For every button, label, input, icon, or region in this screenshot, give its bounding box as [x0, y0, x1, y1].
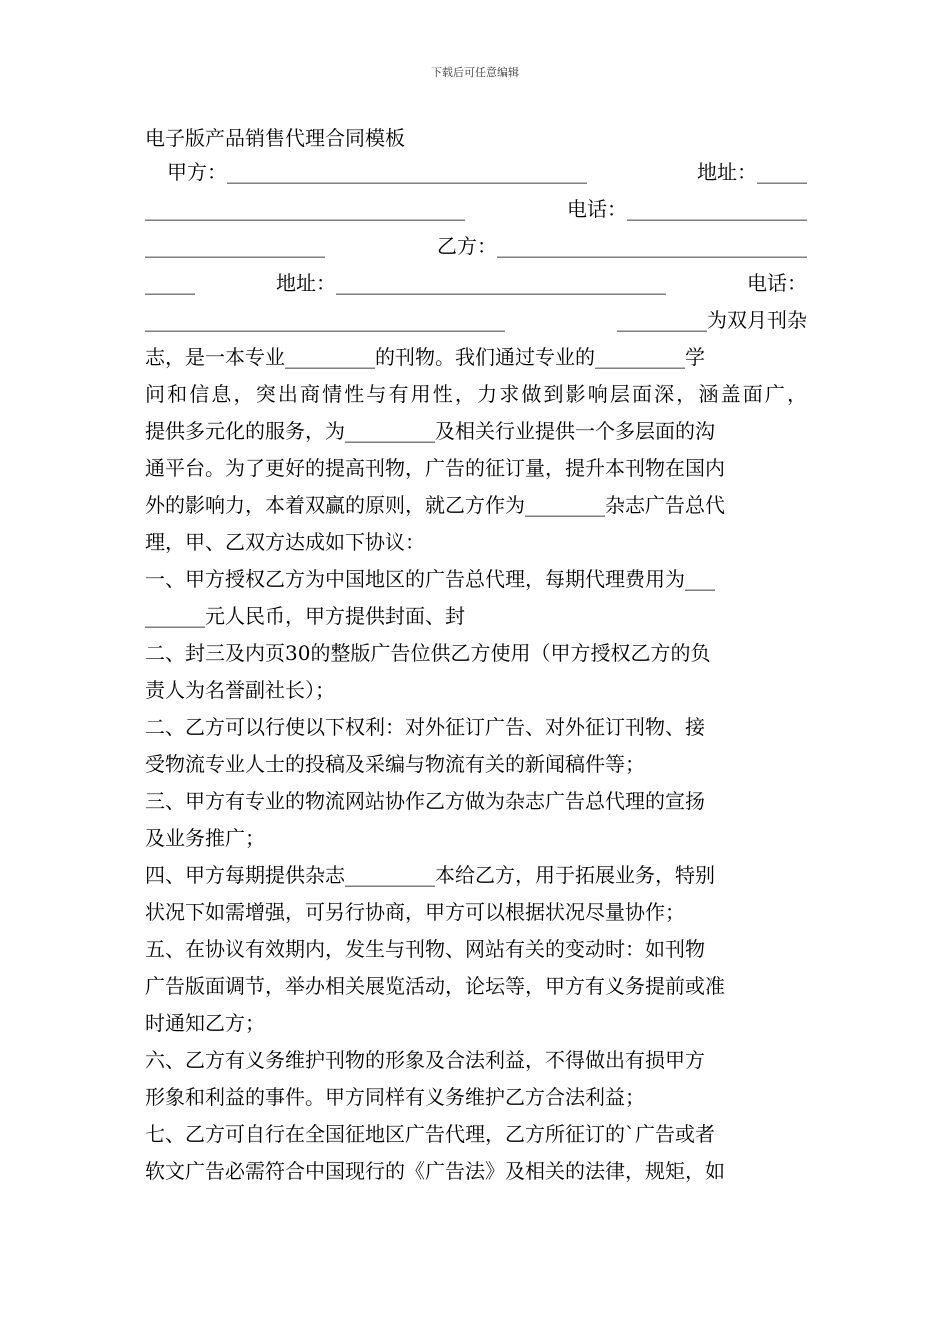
- text-segment: _________为双月刊杂: [617, 308, 807, 332]
- text-line: [145, 265, 807, 302]
- document-title: 电子版产品销售代理合同模板: [145, 126, 405, 150]
- text-segment: 问和信息，突出商情性与有用性，力求做到影响层面深，涵盖面广，: [145, 382, 810, 406]
- text-line: [145, 820, 807, 857]
- text-segment: 电话：__________________: [567, 197, 807, 221]
- text-segment: 形象和利益的事件。甲方同样有义务维护乙方合法利益；: [145, 1085, 645, 1109]
- text-segment: 受物流专业人士的投稿及采编与物流有关的新闻稿件等；: [145, 752, 645, 776]
- text-line: [145, 228, 807, 265]
- text-line: [145, 1005, 807, 1042]
- text-segment: 理，甲、乙双方达成如下协议：: [145, 530, 425, 554]
- text-segment: 通平台。为了更好的提高刊物，广告的征订量，提升本刊物在国内: [145, 456, 725, 480]
- document-body: [145, 154, 810, 1190]
- text-segment: 志，是一本专业_________的刊物。我们通过专业的_________学: [145, 345, 705, 369]
- text-line: [145, 413, 807, 450]
- text-line: [145, 524, 807, 561]
- text-line: [145, 561, 807, 598]
- text-segment: __________________: [145, 234, 325, 258]
- text-line: [145, 154, 807, 191]
- text-line: [145, 857, 807, 894]
- text-line: [145, 191, 807, 228]
- text-segment: ______元人民币，甲方提供封面、封: [145, 604, 465, 628]
- text-segment: 二、乙方可以行使以下权利：对外征订广告、对外征订刊物、接: [145, 715, 705, 739]
- text-line: [145, 783, 807, 820]
- text-segment: 二、封三及内页30的整版广告位供乙方使用（甲方授权乙方的负: [145, 641, 711, 665]
- text-segment: _____: [145, 271, 195, 295]
- text-segment: 三、甲方有专业的物流网站协作乙方做为杂志广告总代理的宣扬: [145, 789, 705, 813]
- text-segment: 广告版面调节，举办相关展览活动，论坛等，甲方有义务提前或准: [145, 974, 725, 998]
- text-segment: 乙方：_______________________________: [437, 234, 807, 258]
- text-segment: 七、乙方可自行在全国征地区广告代理，乙方所征订的`广告或者: [145, 1122, 715, 1146]
- text-line: [145, 1042, 807, 1079]
- text-line: [145, 1116, 807, 1153]
- text-segment: 甲方：____________________________________: [167, 160, 587, 184]
- text-line: [145, 635, 807, 672]
- text-segment: 责人为名誉副社长）；: [145, 678, 335, 702]
- text-segment: ____________________________________: [145, 308, 505, 332]
- text-segment: 时通知乙方；: [145, 1011, 265, 1035]
- text-line: [145, 1153, 807, 1190]
- text-segment: 状况下如需增强，可另行协商，甲方可以根据状况尽量协作；: [145, 900, 685, 924]
- text-segment: 六、乙方有义务维护刊物的形象及合法利益，不得做出有损甲方: [145, 1048, 705, 1072]
- page-header: 下载后可任意编辑: [431, 66, 519, 79]
- text-segment: 及业务推广；: [145, 826, 265, 850]
- text-line: [145, 1079, 807, 1116]
- text-line: [145, 931, 807, 968]
- text-line: [145, 376, 810, 413]
- text-segment: 地址：_________________________________: [276, 271, 666, 295]
- text-line: [145, 598, 807, 635]
- text-segment: 外的影响力，本着双赢的原则，就乙方作为________杂志广告总代: [145, 493, 725, 517]
- text-line: [145, 450, 807, 487]
- text-line: [145, 968, 807, 1005]
- text-segment: 一、甲方授权乙方为中国地区的广告总代理，每期代理费用为___: [145, 567, 715, 591]
- text-segment: 软文广告必需符合中国现行的《广告法》及相关的法律，规矩，如: [145, 1159, 725, 1183]
- text-segment: 四、甲方每期提供杂志_________本给乙方，用于拓展业务，特别: [145, 863, 715, 887]
- text-segment: 五、在协议有效期内，发生与刊物、网站有关的变动时：如刊物: [145, 937, 705, 961]
- text-segment: 提供多元化的服务，为_________及相关行业提供一个多层面的沟: [145, 419, 715, 443]
- text-line: [145, 746, 807, 783]
- text-line: [145, 672, 807, 709]
- text-line: [145, 709, 807, 746]
- text-line: [145, 894, 807, 931]
- text-segment: ________________________________: [145, 197, 465, 221]
- text-segment: 电话：: [747, 271, 807, 295]
- text-segment: 地址：_____: [697, 160, 807, 184]
- text-line: [145, 487, 807, 524]
- text-line: [145, 302, 807, 339]
- text-line: [145, 339, 807, 376]
